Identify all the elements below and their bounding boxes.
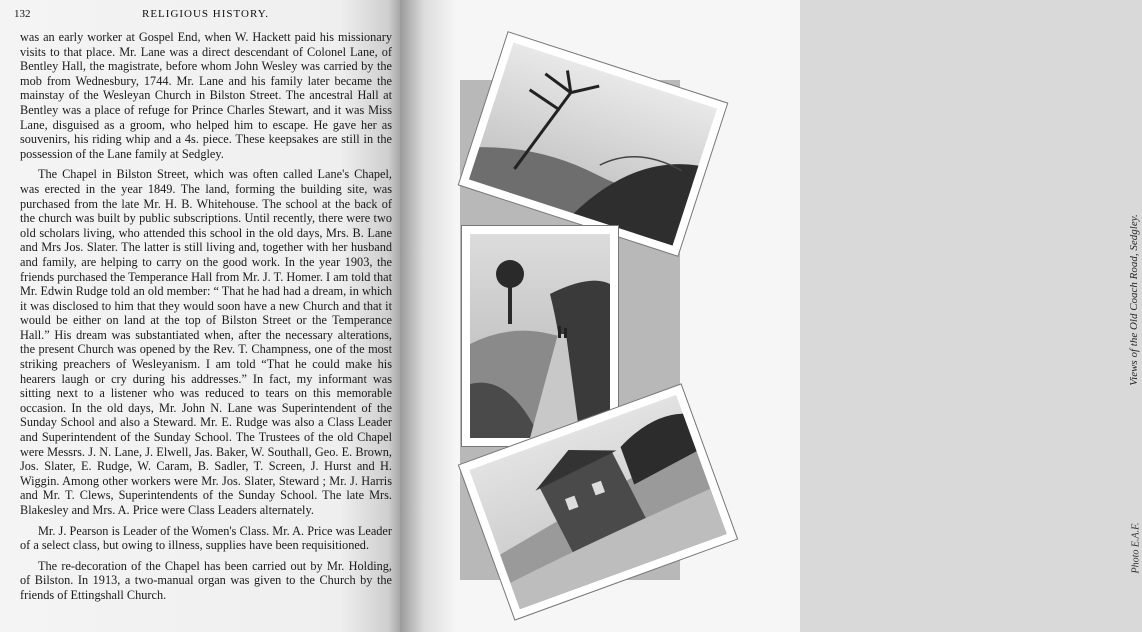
running-head xyxy=(14,8,390,22)
photo-credit: Photo E.A.F. xyxy=(1130,522,1142,574)
running-title: RELIGIOUS HISTORY. xyxy=(142,8,269,20)
paragraph: Mr. J. Pearson is Leader of the Women's Class. Mr. A. Price was Leader of a select class, but owing to illness, supplies have been requisitioned. xyxy=(20,523,392,553)
body-text xyxy=(20,30,392,609)
page-number: 132 xyxy=(14,8,31,20)
paragraph: The re-decoration of the Chapel has been carried out by Mr. Holding, of Bilston. In 1913, a two-manual organ was given to the Church by the friends of Ettingshall Church. xyxy=(20,558,392,602)
paragraph: The Chapel in Bilston Street, which was often called Lane's Chapel, was erected in the year 1849. The land, forming the building site, was purchased from the late Mr. H. B. Whitehouse. The school at the back of the church was built by public subscriptions. Until recently, there were two old scholars living, who attended this school in the old days, Mrs. B. Lane and Mrs Jos. Slater. The latter is still living and, together with her husband and family, are helping to carry on the good work. In the year 1903, the friends purchased the Temperance Hall from Mr. J. T. Homer. I am told that Mr. Edwin Rudge told an old member: “ That he had had a dream, in which it was disclosed to him that they would soon have a new Church and that it would be either on land at the top of Bilston Street or the Temperance Hall.” His dream was substantiated when, after the necessary alterations, the present Church was opened by the Rev. T. Champness, one of the most striking preachers of Wesleyanism. I am told “That he could make his hearers laugh or cry during his addresses.” In fact, my informant was sitting next to a listener who was reduced to tears on this memorable occasion. In the old days, Mr. John N. Lane was Superintendent of the Sunday School and also a Steward. Mr. E. Rudge was also a Class Leader and Superintendent of the Sunday School. The Trustees of the old Chapel were Messrs. J. N. Lane, J. Elwell, Jas. Baker, W. Southall, Geo. E. Brown, Jos. Slater, E. Rudge, W. Caram, B. Sadler, T. Screen, J. Hurst and H. Wiggin. Among other workers were Mr. Jos. Slater, Steward ; Mr. J. Harris and Mr. T. Clews, Superintendents of the Sunday School. The late Mrs. Blakesley and Mrs. A. Price were Class Leaders alternately. xyxy=(20,167,392,517)
photo-caption: Views of the Old Coach Road, Sedgley. xyxy=(1128,214,1140,386)
paragraph: was an early worker at Gospel End, when W. Hackett paid his missionary visits to that place. Mr. Lane was a direct descendant of Colonel Lane, of Bentley Hall, the magistrate, before whom John Wesley was carried by the mob from Wednesbury, 1744. Mr. Lane and his family later became the mainstay of the Wesleyan Church in Bilston Street. The ancestral Hall at Bentley was a place of refuge for Prince Charles Stewart, and it was Miss Lane, disguised as a groom, who helped him to escape. He gave her as souvenirs, his riding whip and a 4s. piece. These keepsakes are still in the possession of the Lane family at Sedgley. xyxy=(20,30,392,161)
left-page xyxy=(0,0,400,632)
road-scene-image xyxy=(470,234,610,438)
country-road-with-figures-photo xyxy=(462,226,618,446)
right-page xyxy=(400,0,1142,632)
